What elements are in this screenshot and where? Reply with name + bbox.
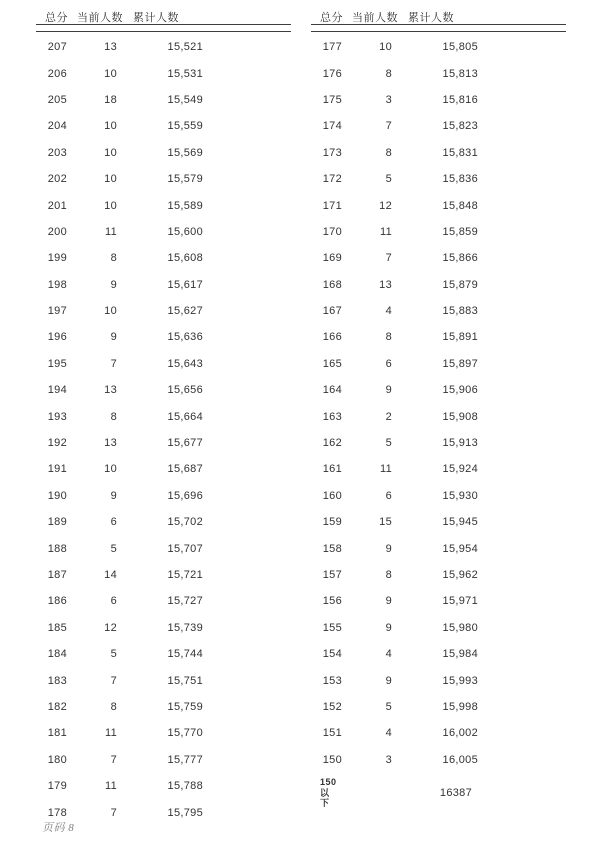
cumulative-count-cell: 15,984: [442, 648, 478, 661]
current-count-cell: 8: [385, 146, 392, 159]
table-row: [311, 694, 566, 720]
column-header-current-count: 当前人数: [352, 12, 398, 24]
table-row: [311, 87, 566, 113]
cumulative-count-cell: 15,908: [442, 410, 478, 423]
table-row: [36, 509, 291, 535]
current-count-cell: 9: [110, 489, 117, 502]
column-header-current-count: 当前人数: [77, 12, 123, 24]
score-cell: 164: [322, 384, 342, 397]
score-cell: 193: [47, 410, 67, 423]
table-header-row: [311, 8, 566, 24]
current-count-cell: 6: [385, 357, 392, 370]
table-row: [36, 113, 291, 139]
current-count-cell: 5: [385, 700, 392, 713]
score-cell: 186: [47, 595, 67, 608]
current-count-cell: 8: [110, 252, 117, 265]
table-row: [36, 694, 291, 720]
table-row: [311, 140, 566, 166]
score-cell: 161: [322, 463, 342, 476]
current-count-cell: 10: [379, 41, 392, 54]
table-body-left: [36, 34, 291, 826]
score-tables: [36, 8, 566, 826]
cumulative-count-cell: 15,813: [442, 67, 478, 80]
current-count-cell: 14: [104, 569, 117, 581]
score-cell: 168: [322, 278, 342, 291]
header-divider: [36, 24, 291, 32]
cumulative-count-cell: 15,836: [442, 173, 478, 186]
cumulative-count-cell: 15,883: [442, 305, 478, 318]
cumulative-count-cell: 15,617: [167, 278, 203, 291]
table-row: [311, 403, 566, 429]
table-row: [311, 430, 566, 456]
cumulative-count-cell: 16,005: [442, 753, 478, 766]
score-cell: 176: [322, 67, 342, 80]
current-count-cell: 4: [385, 305, 392, 318]
current-count-cell: 13: [379, 278, 392, 291]
score-cell: 194: [47, 384, 67, 397]
table-row: [36, 34, 291, 60]
current-count-cell: 9: [385, 542, 392, 555]
table-row: [36, 140, 291, 166]
current-count-cell: 5: [110, 542, 117, 555]
score-cell: 166: [322, 331, 342, 344]
score-cell: 190: [47, 489, 67, 502]
score-cell: 163: [322, 410, 342, 423]
table-row: [311, 615, 566, 641]
cumulative-count-cell: 15,677: [167, 437, 203, 450]
table-row: [311, 720, 566, 746]
cumulative-count-cell: 15,664: [167, 410, 203, 423]
score-cell: 178: [47, 806, 67, 819]
cumulative-count-cell: 15,751: [167, 674, 203, 687]
current-count-cell: 7: [110, 753, 117, 766]
table-row: [36, 377, 291, 403]
column-header-score: 总分: [320, 12, 343, 24]
table-row: [311, 324, 566, 350]
score-cell: 158: [322, 542, 342, 555]
current-count-cell: 10: [104, 305, 117, 318]
score-cell: 192: [47, 437, 67, 450]
table-row: [36, 747, 291, 773]
score-cell: 165: [322, 357, 342, 370]
current-count-cell: 3: [385, 753, 392, 766]
current-count-cell: 8: [385, 569, 392, 581]
current-count-cell: 2: [385, 410, 392, 423]
table-row: [36, 87, 291, 113]
cumulative-count-cell: 15,627: [167, 305, 203, 318]
current-count-cell: 4: [385, 727, 392, 740]
table-row: [36, 219, 291, 245]
table-body-right: [311, 34, 566, 813]
cumulative-count-cell: 15,848: [442, 199, 478, 212]
table-row: [36, 562, 291, 588]
cumulative-count-cell: 15,759: [167, 700, 203, 713]
score-cell: 151: [322, 727, 342, 740]
score-cell: 171: [322, 199, 342, 212]
current-count-cell: 11: [104, 727, 117, 740]
cumulative-count-cell: 15,687: [167, 463, 203, 476]
score-cell: 207: [47, 41, 67, 54]
current-count-cell: 9: [110, 278, 117, 291]
current-count-cell: 5: [110, 648, 117, 661]
current-count-cell: 6: [110, 595, 117, 608]
score-cell: 177: [322, 41, 342, 54]
table-row: [36, 641, 291, 667]
score-cell: 200: [47, 225, 67, 238]
table-row: [36, 615, 291, 641]
table-row: [311, 747, 566, 773]
score-cell: 179: [47, 780, 67, 793]
current-count-cell: 8: [110, 700, 117, 713]
score-cell: 175: [322, 93, 342, 106]
cumulative-count-cell: 15,521: [167, 41, 203, 54]
cumulative-count-cell: 15,816: [442, 93, 478, 106]
cumulative-count-cell: 15,906: [442, 384, 478, 397]
cumulative-count-cell: 15,707: [167, 542, 203, 555]
table-row: [311, 272, 566, 298]
score-cell: 155: [322, 621, 342, 634]
column-header-score: 总分: [45, 12, 68, 24]
score-cell: 159: [322, 516, 342, 529]
table-row: [311, 667, 566, 693]
cumulative-count-cell: 15,971: [442, 595, 478, 608]
current-count-cell: 7: [385, 120, 392, 133]
current-count-cell: 12: [104, 621, 117, 634]
current-count-cell: 8: [110, 410, 117, 423]
table-row: [36, 166, 291, 192]
score-cell: 195: [47, 357, 67, 370]
current-count-cell: 13: [104, 384, 117, 397]
cumulative-count-cell: 15,859: [442, 225, 478, 238]
current-count-cell: 12: [379, 199, 392, 212]
table-row: [36, 588, 291, 614]
current-count-cell: 8: [385, 67, 392, 80]
current-count-cell: 11: [379, 225, 392, 238]
table-row: [36, 430, 291, 456]
current-count-cell: 9: [385, 384, 392, 397]
current-count-cell: 11: [379, 463, 392, 476]
cumulative-count-cell: 15,980: [442, 621, 478, 634]
score-cell: 174: [322, 120, 342, 133]
table-row: [311, 588, 566, 614]
cumulative-count-cell: 15,805: [442, 41, 478, 54]
cumulative-count-cell: 15,795: [167, 806, 203, 819]
cumulative-count-cell: 15,998: [442, 700, 478, 713]
header-divider: [311, 24, 566, 32]
current-count-cell: 3: [385, 93, 392, 106]
current-count-cell: 11: [104, 780, 117, 793]
cumulative-count-cell: 15,913: [442, 437, 478, 450]
table-row: [311, 219, 566, 245]
cumulative-count-cell: 15,727: [167, 595, 203, 608]
cumulative-count-cell: 15,993: [442, 674, 478, 687]
table-row: [311, 509, 566, 535]
column-header-cumulative-count: 累计人数: [133, 12, 179, 24]
score-cell: 183: [47, 674, 67, 687]
cumulative-count-cell: 15,945: [442, 516, 478, 529]
cumulative-count-cell: 15,636: [167, 331, 203, 344]
current-count-cell: 13: [104, 437, 117, 450]
cumulative-count-cell: 15,891: [442, 331, 478, 344]
table-row: [36, 799, 291, 825]
current-count-cell: 11: [104, 225, 117, 238]
table-row: [311, 535, 566, 561]
cumulative-count-cell: 15,770: [167, 727, 203, 740]
table-row: [311, 113, 566, 139]
score-cell: 181: [47, 727, 67, 740]
cumulative-count-cell: 15,866: [442, 252, 478, 265]
cumulative-count-cell: 16387: [439, 786, 472, 799]
score-cell: 202: [47, 173, 67, 186]
column-header-cumulative-count: 累计人数: [408, 12, 454, 24]
current-count-cell: 13: [104, 41, 117, 54]
score-cell: 156: [322, 595, 342, 608]
score-cell: 167: [322, 305, 342, 318]
score-cell: 188: [47, 542, 67, 555]
table-row: [311, 245, 566, 271]
score-cell: 152: [322, 700, 342, 713]
score-cell: 204: [47, 120, 67, 133]
cumulative-count-cell: 15,589: [167, 199, 203, 212]
table-row: [36, 535, 291, 561]
score-cell: 173: [322, 146, 342, 159]
page-number: 页码 8: [42, 822, 75, 834]
current-count-cell: 10: [104, 67, 117, 80]
cumulative-count-cell: 15,879: [442, 278, 478, 291]
current-count-cell: 6: [110, 516, 117, 529]
score-cell: 191: [47, 463, 67, 476]
score-cell: 169: [322, 252, 342, 265]
cumulative-count-cell: 15,897: [442, 357, 478, 370]
current-count-cell: 15: [379, 516, 392, 529]
current-count-cell: 7: [385, 252, 392, 265]
current-count-cell: 6: [385, 489, 392, 502]
table-row: [36, 403, 291, 429]
current-count-cell: 4: [385, 648, 392, 661]
score-cell: 170: [322, 225, 342, 238]
current-count-cell: 10: [104, 463, 117, 476]
current-count-cell: 9: [385, 674, 392, 687]
current-count-cell: 9: [385, 621, 392, 634]
table-row: [36, 60, 291, 86]
table-row: [36, 483, 291, 509]
score-cell: 185: [47, 621, 67, 634]
cumulative-count-cell: 15,579: [167, 173, 203, 186]
score-cell: 197: [47, 305, 67, 318]
current-count-cell: 10: [104, 120, 117, 133]
table-row-below-150: [311, 773, 566, 813]
score-cell: 153: [322, 674, 342, 687]
current-count-cell: 8: [385, 331, 392, 344]
cumulative-count-cell: 15,924: [442, 463, 478, 476]
cumulative-count-cell: 15,777: [167, 753, 203, 766]
table-row: [311, 166, 566, 192]
cumulative-count-cell: 15,962: [442, 569, 478, 581]
score-distribution-table-left: [36, 8, 291, 826]
table-row: [36, 298, 291, 324]
table-row: [36, 245, 291, 271]
cumulative-count-cell: 15,930: [442, 489, 478, 502]
table-row: [311, 377, 566, 403]
score-cell: 206: [47, 67, 67, 80]
score-cell: 196: [47, 331, 67, 344]
table-row: [36, 192, 291, 218]
score-cell: 187: [47, 569, 67, 581]
table-row: [36, 667, 291, 693]
table-row: [311, 641, 566, 667]
cumulative-count-cell: 15,739: [167, 621, 203, 634]
cumulative-count-cell: 15,954: [442, 542, 478, 555]
cumulative-count-cell: 15,721: [167, 569, 203, 581]
score-cell: 184: [47, 648, 67, 661]
cumulative-count-cell: 15,559: [167, 120, 203, 133]
current-count-cell: 10: [104, 173, 117, 186]
table-row: [36, 720, 291, 746]
cumulative-count-cell: 15,831: [442, 146, 478, 159]
table-row: [36, 773, 291, 799]
table-row: [311, 60, 566, 86]
score-distribution-table-right: [311, 8, 566, 826]
score-cell: 150: [322, 753, 342, 766]
cumulative-count-cell: 15,823: [442, 120, 478, 133]
cumulative-count-cell: 15,643: [167, 357, 203, 370]
score-cell: 154: [322, 648, 342, 661]
table-row: [36, 456, 291, 482]
score-cell: 180: [47, 753, 67, 766]
cumulative-count-cell: 16,002: [442, 727, 478, 740]
score-cell: 157: [322, 569, 342, 581]
table-row: [311, 34, 566, 60]
table-header-row: [36, 8, 291, 24]
below-threshold-label: 150 以 下: [320, 777, 337, 809]
current-count-cell: 18: [104, 93, 117, 106]
score-cell: 203: [47, 146, 67, 159]
score-cell: 201: [47, 199, 67, 212]
score-cell: 162: [322, 437, 342, 450]
cumulative-count-cell: 15,531: [167, 67, 203, 80]
cumulative-count-cell: 15,744: [167, 648, 203, 661]
table-row: [311, 192, 566, 218]
current-count-cell: 9: [110, 331, 117, 344]
score-cell: 182: [47, 700, 67, 713]
cumulative-count-cell: 15,788: [167, 780, 203, 793]
table-row: [311, 456, 566, 482]
cumulative-count-cell: 15,549: [167, 93, 203, 106]
cumulative-count-cell: 15,696: [167, 489, 203, 502]
score-cell: 205: [47, 93, 67, 106]
current-count-cell: 5: [385, 173, 392, 186]
score-cell: 160: [322, 489, 342, 502]
score-cell: 199: [47, 252, 67, 265]
current-count-cell: 10: [104, 199, 117, 212]
current-count-cell: 7: [110, 806, 117, 819]
current-count-cell: 9: [385, 595, 392, 608]
cumulative-count-cell: 15,702: [167, 516, 203, 529]
current-count-cell: 10: [104, 146, 117, 159]
score-cell: 172: [322, 173, 342, 186]
score-cell: 198: [47, 278, 67, 291]
cumulative-count-cell: 15,600: [167, 225, 203, 238]
current-count-cell: 5: [385, 437, 392, 450]
cumulative-count-cell: 15,608: [167, 252, 203, 265]
score-cell: 189: [47, 516, 67, 529]
table-row: [311, 562, 566, 588]
table-row: [311, 483, 566, 509]
current-count-cell: 7: [110, 674, 117, 687]
cumulative-count-cell: 15,656: [167, 384, 203, 397]
table-row: [36, 351, 291, 377]
table-row: [36, 272, 291, 298]
table-row: [311, 298, 566, 324]
cumulative-count-cell: 15,569: [167, 146, 203, 159]
table-row: [311, 351, 566, 377]
current-count-cell: 7: [110, 357, 117, 370]
table-row: [36, 324, 291, 350]
